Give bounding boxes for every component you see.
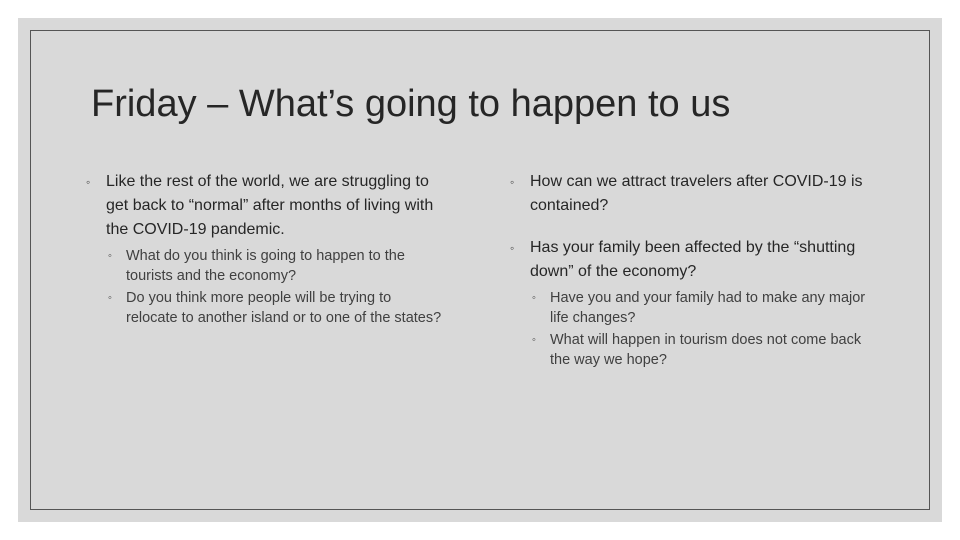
left-subbullet-1-text: What do you think is going to happen to the tourists and the economy? <box>126 248 405 284</box>
right-bullet-1-text: How can we attract travelers after COVID-19 is contained? <box>530 173 863 214</box>
right-bullet-1 <box>510 170 870 218</box>
left-subbullet-2 <box>86 289 446 328</box>
slide-title: Friday – What’s going to happen to us <box>91 83 731 125</box>
left-subbullet-1 <box>86 247 446 286</box>
right-column <box>510 170 870 370</box>
right-subbullet-2 <box>510 331 870 370</box>
right-bullet-2-text: Has your family been affected by the “shutting down” of the economy? <box>530 239 856 280</box>
bullet-icon: ◦ <box>86 175 91 189</box>
left-bullet-1-text: Like the rest of the world, we are struggling to get back to “normal” after months of living with the COVID-19 pandemic. <box>106 173 434 238</box>
left-bullet-1 <box>86 170 446 242</box>
bullet-icon: ◦ <box>532 292 536 304</box>
left-subbullet-2-text: Do you think more people will be trying to relocate to another island or to one of the states? <box>126 290 442 326</box>
bullet-icon: ◦ <box>108 292 112 304</box>
right-bullet-2 <box>510 236 870 284</box>
bullet-icon: ◦ <box>510 241 515 255</box>
left-column <box>86 170 446 328</box>
bullet-icon: ◦ <box>532 334 536 346</box>
bullet-spacer <box>510 218 870 236</box>
right-subbullet-1-text: Have you and your family had to make any major life changes? <box>550 290 866 326</box>
right-subbullet-2-text: What will happen in tourism does not come back the way we hope? <box>550 332 862 368</box>
right-subbullet-1 <box>510 289 870 328</box>
bullet-icon: ◦ <box>108 250 112 262</box>
slide <box>18 18 942 522</box>
bullet-icon: ◦ <box>510 175 515 189</box>
